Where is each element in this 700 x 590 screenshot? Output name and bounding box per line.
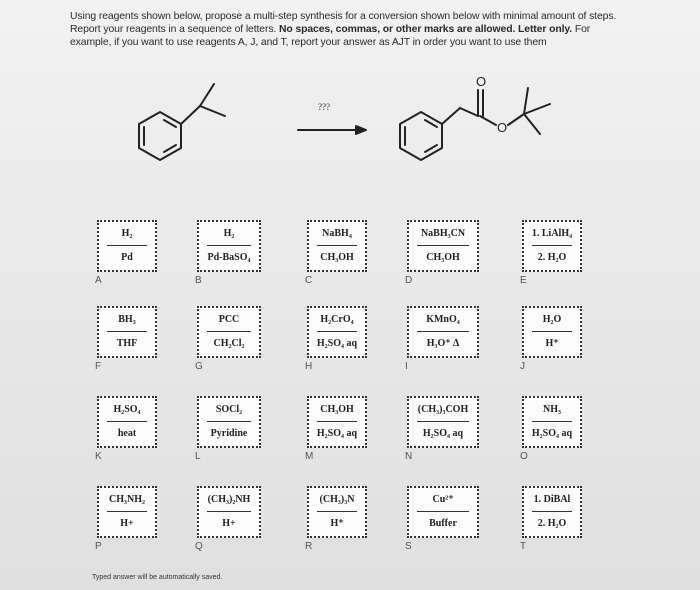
reagent-divider	[317, 245, 357, 246]
reagent-letter-s: S	[405, 541, 412, 552]
reagent-top: CH₃OH	[320, 404, 354, 415]
reagent-divider	[532, 245, 572, 246]
reagent-divider	[107, 331, 147, 332]
reagent-letter-h: H	[305, 361, 313, 372]
reagent-bottom: H₂SO₄ aq	[422, 428, 464, 439]
reagent-card-s	[407, 486, 479, 538]
reagent-divider	[207, 421, 251, 422]
reagent-bottom: Pd	[121, 252, 133, 263]
reagent-card-p	[97, 486, 157, 538]
reagent-top: (CH₃)₃N	[319, 494, 355, 505]
reagent-bottom: Buffer	[429, 518, 457, 529]
reagent-letter-k: K	[95, 451, 102, 462]
reagent-bottom: CH₃OH	[320, 252, 354, 263]
reaction-scheme	[0, 0, 700, 200]
reagent-bottom: heat	[117, 428, 137, 439]
reagent-bottom: H₂SO₄ aq	[531, 428, 573, 439]
reaction-arrow-label: ???	[318, 102, 330, 112]
reagent-bottom: H⁺	[545, 338, 559, 349]
reagent-letter-r: R	[305, 541, 313, 552]
reagent-divider	[317, 511, 357, 512]
reagent-card-t	[522, 486, 582, 538]
reagent-divider	[417, 331, 469, 332]
reagent-card-o	[522, 396, 582, 448]
reagent-top: (CH₃)₃COH	[417, 404, 469, 415]
reagent-top: PCC	[218, 314, 240, 325]
reagent-letter-g: G	[195, 361, 203, 372]
reagent-card-d	[407, 220, 479, 272]
reagent-card-q	[197, 486, 261, 538]
reagent-top: SOCl₂	[215, 404, 243, 415]
reagent-bottom: H₂SO₄ aq	[316, 338, 358, 349]
reagent-letter-l: L	[195, 451, 201, 462]
reagent-card-c	[307, 220, 367, 272]
reagent-card-k	[97, 396, 157, 448]
reagent-bottom: CH₂Cl₂	[213, 338, 245, 349]
reagent-bottom: H₂SO₄ aq	[316, 428, 358, 439]
reagent-letter-d: D	[405, 275, 413, 286]
reagent-top: (CH₃)₂NH	[207, 494, 251, 505]
reagent-card-e	[522, 220, 582, 272]
reagent-card-j	[522, 306, 582, 358]
reagent-card-r	[307, 486, 367, 538]
reagent-letter-i: I	[405, 361, 408, 372]
reagent-letter-c: C	[305, 275, 313, 286]
reagent-card-i	[407, 306, 479, 358]
reagent-bottom: THF	[116, 338, 138, 349]
reagent-top: NaBH₃CN	[420, 228, 466, 239]
ester-oxygen-label: O	[497, 120, 508, 135]
reagent-top: CH₃NH₂	[109, 494, 145, 505]
reagent-divider	[107, 245, 147, 246]
question-part1: Using reagents shown below, propose a multi-step synthesis for a conversion shown below with minimal amount of steps. Report your reagents in a sequence of letters.	[70, 11, 617, 35]
reagent-divider	[107, 421, 147, 422]
reaction-arrow	[298, 126, 366, 134]
reagent-letter-b: B	[195, 275, 202, 286]
reagent-bottom: Pd-BaSO₄	[207, 252, 251, 263]
reagent-divider	[207, 511, 251, 512]
reagent-divider	[417, 511, 469, 512]
reagent-card-h	[307, 306, 367, 358]
reagent-bottom: H⁺	[330, 518, 344, 529]
reagent-divider	[317, 331, 357, 332]
reagent-letter-t: T	[520, 541, 527, 552]
reagent-card-f	[97, 306, 157, 358]
reagent-top: H₂SO₄	[113, 404, 141, 415]
reagent-top: 1. DiBAl	[533, 494, 571, 505]
reagent-card-m	[307, 396, 367, 448]
carbonyl-oxygen-label: O	[476, 74, 487, 89]
reagent-bottom: H₃O⁺ Δ	[426, 338, 460, 349]
reagent-letter-a: A	[95, 275, 102, 286]
reagent-card-b	[197, 220, 261, 272]
reagent-top: KMnO₄	[426, 314, 460, 325]
reagent-bottom: 2. H₂O	[537, 252, 567, 263]
reagent-divider	[317, 421, 357, 422]
question-part2: For example, if you want to use reagents A, J, and T, report your answer as AJT in order you want to use them	[70, 24, 591, 48]
reagent-letter-q: Q	[195, 541, 203, 552]
reagent-letter-p: P	[95, 541, 102, 552]
reagent-letter-m: M	[305, 451, 314, 462]
reagent-divider	[532, 421, 572, 422]
reagent-letter-f: F	[95, 361, 102, 372]
reagent-bottom: CH₃OH	[426, 252, 460, 263]
reagent-top: Cu²⁺	[432, 494, 454, 505]
reagent-divider	[532, 511, 572, 512]
reagent-divider	[417, 421, 469, 422]
reagent-top: H₂	[121, 228, 133, 239]
reagent-card-l	[197, 396, 261, 448]
reagent-top: H₂CrO₄	[320, 314, 354, 325]
reagent-divider	[107, 511, 147, 512]
reagent-letter-n: N	[405, 451, 413, 462]
reagent-top: H₂	[223, 228, 235, 239]
reagent-letter-j: J	[520, 361, 525, 372]
reagent-card-g	[197, 306, 261, 358]
product-structure	[400, 88, 550, 160]
reagent-divider	[207, 331, 251, 332]
reagent-top: 1. LiAlH₄	[531, 228, 573, 239]
reagent-bottom: 2. H₂O	[537, 518, 567, 529]
reagent-bottom: H+	[120, 518, 134, 529]
reagent-divider	[207, 245, 251, 246]
reagent-top: BH₃	[118, 314, 136, 325]
autosave-notice: Typed answer will be automatically saved.	[92, 574, 223, 581]
reagent-divider	[417, 245, 469, 246]
reagent-top: NH₃	[543, 404, 561, 415]
starting-material-structure	[139, 84, 225, 160]
reagent-divider	[532, 331, 572, 332]
reagent-letter-o: O	[520, 451, 528, 462]
reagent-letter-e: E	[520, 275, 527, 286]
reagent-bottom: H+	[222, 518, 236, 529]
reagent-bottom: Pyridine	[210, 428, 248, 439]
reagent-top: NaBH₄	[322, 228, 352, 239]
reagent-card-a	[97, 220, 157, 272]
reagent-top: H₂O	[542, 314, 562, 325]
question-bold-instruction: No spaces, commas, or other marks are allowed. Letter only.	[279, 24, 573, 35]
reagent-card-n	[407, 396, 479, 448]
